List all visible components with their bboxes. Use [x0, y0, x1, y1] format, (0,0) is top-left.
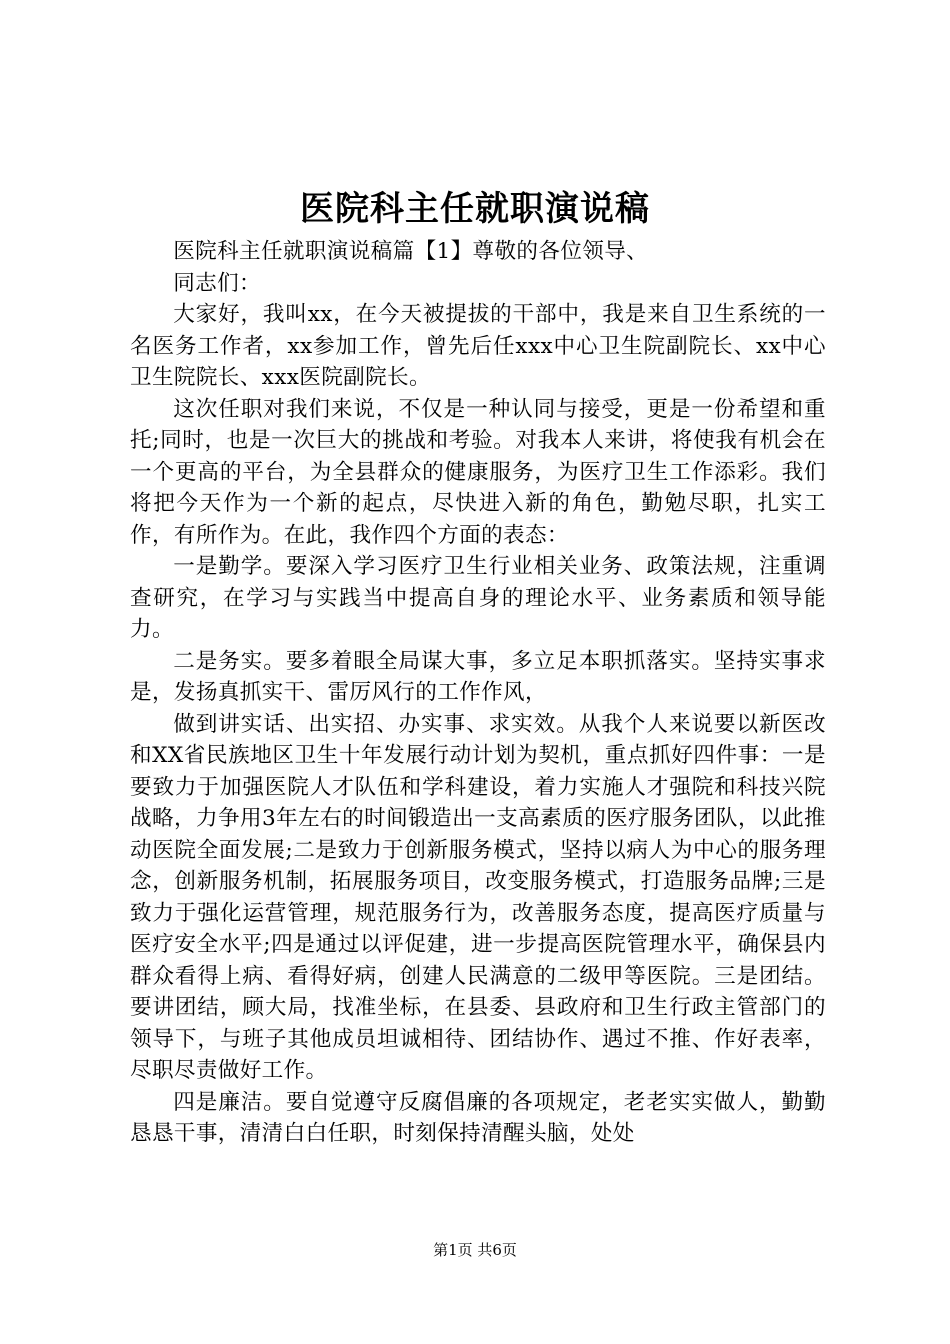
paragraph-1: 医院科主任就职演说稿篇【1】尊敬的各位领导、 — [173, 239, 649, 264]
paragraph-2: 同志们： — [173, 270, 261, 296]
paragraph-4: 这次任职对我们来说，不仅是一种认同与接受，更是一份希望和重托;同时，也是一次巨大的挑战和考验。对我本人来讲，将使我有机会在一个更高的平台，为全县群众的健康服务，为医疗卫生工作添彩。我们将把今天作为一个新的起点，尽快进入新的角色，勤勉尽职，扎实工作，有所作为。在此，我作四个方面的表态： — [130, 396, 826, 548]
page-number-footer: 第1页 共6页 — [433, 1241, 517, 1259]
paragraph-6: 二是务实。要多着眼全局谋大事，多立足本职抓落实。坚持实事求是，发扬真抓实干、雷厉风行的工作作风， — [130, 648, 826, 705]
document-title: 医院科主任就职演说稿 — [300, 189, 650, 229]
paragraph-7: 做到讲实话、出实招、办实事、求实效。从我个人来说要以新医改和XX省民族地区卫生十年发展行动计划为契机，重点抓好四件事：一是要致力于加强医院人才队伍和学科建设，着力实施人才强院和科技兴院战略，力争用3年左右的时间锻造出一支高素质的医疗服务团队，以此推动医院全面发展;二是致力于创新服务模式，坚持以病人为中心的服务理念，创新服务机制，拓展服务项目，改变服务模式，打造服务品牌;三是致力于强化运营管理，规范服务行为，改善服务态度，提高医疗质量与医疗安全水平;四是通过以评促建，进一步提高医院管理水平，确保县内群众看得上病、看得好病，创建人民满意的二级甲等医院。三是团结。要讲团结，顾大局，找准坐标，在县委、县政府和卫生行政主管部门的领导下，与班子其他成员坦诚相待、团结协作、遇过不推、作好表率，尽职尽责做好工作。 — [130, 711, 826, 1083]
paragraph-8: 四是廉洁。要自觉遵守反腐倡廉的各项规定，老老实实做人，勤勤恳恳干事，清清白白任职，时刻保持清醒头脑，处处 — [130, 1089, 826, 1146]
paragraph-5: 一是勤学。要深入学习医疗卫生行业相关业务、政策法规，注重调查研究，在学习与实践当中提高自身的理论水平、业务素质和领导能力。 — [130, 554, 826, 642]
document-body — [130, 236, 826, 1150]
paragraph-3: 大家好，我叫xx，在今天被提拔的干部中，我是来自卫生系统的一名医务工作者，xx参加工作，曾先后任xxx中心卫生院副院长、xx中心卫生院院长、xxx医院副院长。 — [130, 302, 826, 390]
